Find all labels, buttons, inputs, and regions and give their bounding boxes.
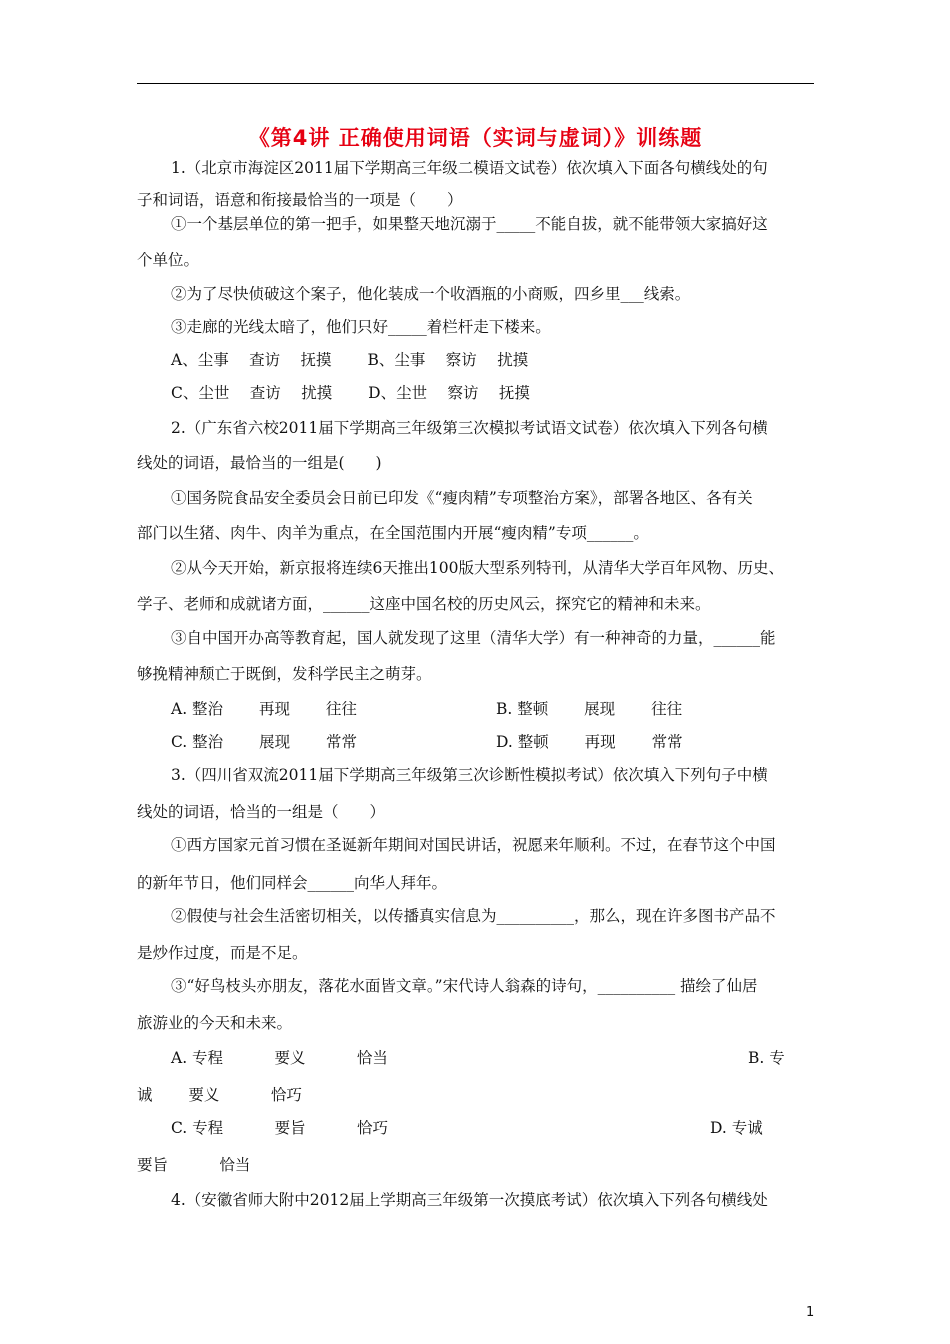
q3-option-b-part1: B. 专: [748, 1049, 785, 1067]
q3-option-b-part2: 诚 要义 恰巧: [137, 1086, 302, 1104]
q3-sentence1-line2: 的新年节日，他们同样会______向华人拜年。: [137, 874, 448, 892]
q1-sentence2: ②为了尽快侦破这个案子，他化装成一个收酒瓶的小商贩，四乡里___线索。: [171, 285, 691, 303]
q2-sentence3-line2: 够挽精神颓亡于既倒，发科学民主之萌芽。: [137, 665, 432, 683]
header-rule: [137, 83, 814, 84]
q2-option-a: A. 整治 再现 往往: [171, 700, 357, 718]
q3-option-a: A. 专程 要义 恰当: [171, 1049, 388, 1067]
q3-sentence1-line1: ①西方国家元首习惯在圣诞新年期间对国民讲话，祝愿来年顺利。不过，在春节这个中国: [171, 836, 776, 854]
q2-sentence2-line1: ②从今天开始，新京报将连续6天推出100版大型系列特刊，从清华大学百年风物、历史、: [171, 559, 784, 577]
q4-stem-line1: 4.（安徽省师大附中2012届上学期高三年级第一次摸底考试）依次填入下列各句横线处: [171, 1191, 768, 1209]
q2-option-b: B. 整顿 展现 往往: [496, 700, 683, 718]
q3-sentence3-line1: ③“好鸟枝头亦朋友，落花水面皆文章。”宋代诗人翁森的诗句，__________ 描绘了仙居: [171, 977, 758, 995]
q3-stem-line2: 线处的词语，恰当的一组是（ ）: [137, 803, 386, 821]
q1-options-ab: A、尘事 查访 抚摸 B、尘事 察访 扰摸: [171, 351, 529, 369]
q2-stem-line1: 2.（广东省六校2011届下学期高三年级第三次模拟考试语文试卷）依次填入下列各句横: [171, 419, 768, 437]
q3-option-d-part2: 要旨 恰当: [137, 1156, 251, 1174]
page-number: 1: [806, 1305, 815, 1320]
q1-sentence3: ③走廊的光线太暗了，他们只好_____着栏杆走下楼来。: [171, 318, 551, 336]
q2-sentence3-line1: ③自中国开办高等教育起，国人就发现了这里（清华大学）有一种神奇的力量，______能: [171, 629, 776, 647]
q2-option-c: C. 整治 展现 常常: [171, 733, 358, 751]
q3-sentence2-line2: 是炒作过度，而是不足。: [137, 944, 308, 962]
q1-options-cd: C、尘世 查访 扰摸 D、尘世 察访 抚摸: [171, 384, 530, 402]
q3-sentence2-line1: ②假使与社会生活密切相关，以传播真实信息为__________，那么，现在许多图书产品不: [171, 907, 776, 925]
q1-stem-line1: 1.（北京市海淀区2011届下学期高三年级二模语文试卷）依次填入下面各句横线处的句: [171, 159, 768, 177]
q2-stem-line2: 线处的词语，最恰当的一组是( ): [137, 454, 382, 472]
q1-sentence1-line2: 个单位。: [137, 251, 200, 269]
q2-sentence2-line2: 学子、老师和成就诸方面，______这座中国名校的历史风云，探究它的精神和未来。: [137, 595, 711, 613]
q3-option-c: C. 专程 要旨 恰巧: [171, 1119, 389, 1137]
q1-stem-line2: 子和词语，语意和衔接最恰当的一项是（ ）: [137, 191, 463, 209]
q3-sentence3-line2: 旅游业的今天和未来。: [137, 1014, 293, 1032]
q3-stem-line1: 3.（四川省双流2011届下学期高三年级第三次诊断性模拟考试）依次填入下列句子中横: [171, 766, 768, 784]
q1-sentence1-line1: ①一个基层单位的第一把手，如果整天地沉溺于_____不能自拔，就不能带领大家搞好这: [171, 215, 768, 233]
q3-option-d-part1: D. 专诚: [710, 1119, 763, 1137]
q2-sentence1-line2: 部门以生猪、肉牛、肉羊为重点，在全国范围内开展“瘦肉精”专项______。: [137, 524, 649, 542]
q2-sentence1-line1: ①国务院食品安全委员会日前已印发《“瘦肉精”专项整治方案》，部署各地区、各有关: [171, 489, 753, 507]
q2-option-d: D. 整顿 再现 常常: [496, 733, 683, 751]
document-title: 《第4讲 正确使用词语（实词与虚词）》训练题: [248, 126, 703, 150]
